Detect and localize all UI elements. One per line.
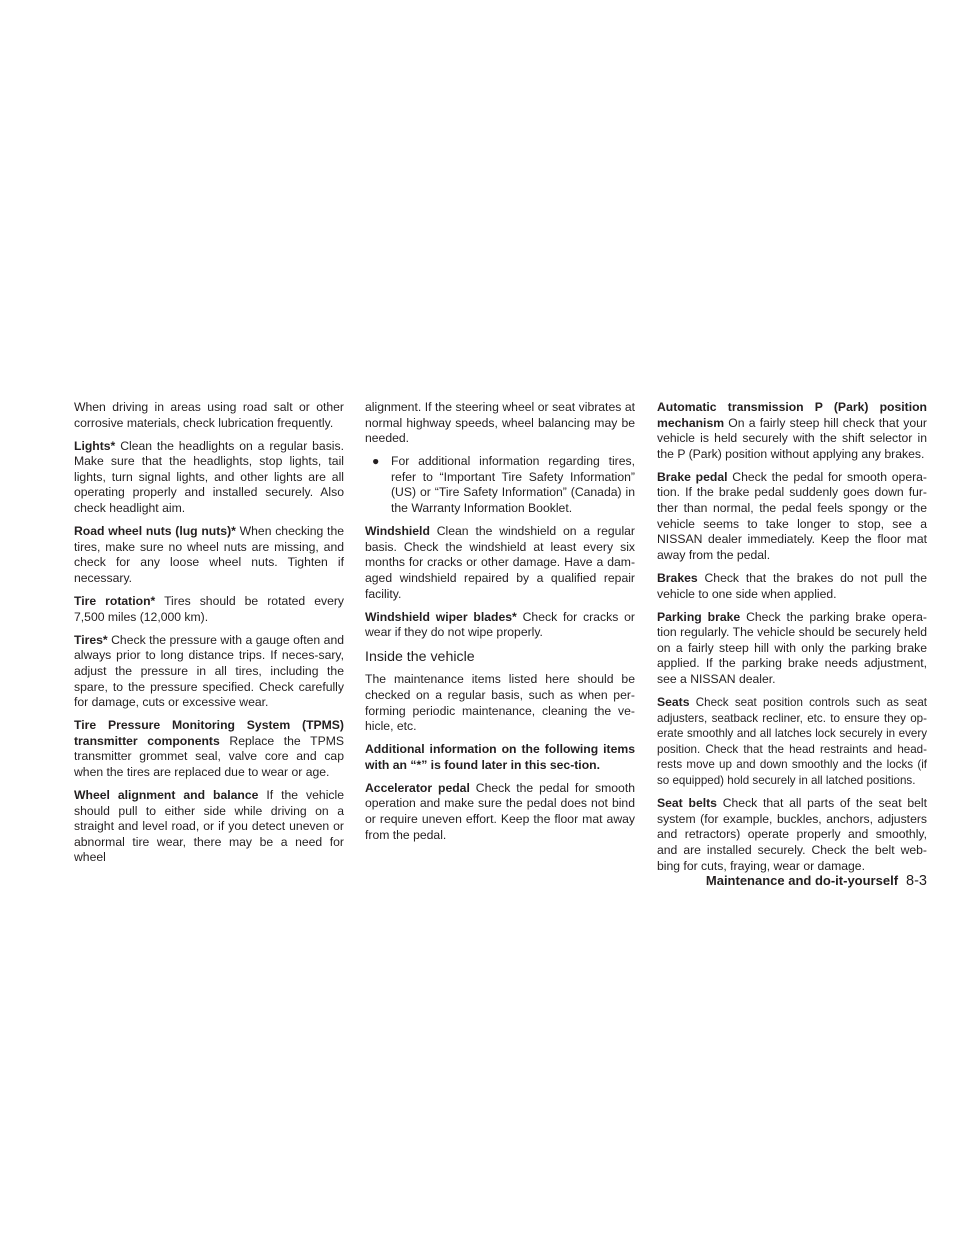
item-title-seat-belts: Seat belts [657, 796, 717, 811]
item-text-tpms: Replace the TPMS transmitter grommet seal, valve core and cap when the tires are replaced due to wear or age. [74, 733, 344, 779]
item-text-accelerator-pedal: Check the pedal for smooth operation and make sure the pedal does not bind or require uneven effort. Keep the floor mat away from the pedal. [365, 780, 635, 842]
paragraph-windshield [365, 524, 635, 602]
bullet-item-tire-info [365, 454, 635, 516]
paragraph-lights [74, 439, 344, 517]
page-number: 8-3 [906, 873, 927, 889]
note-bold-text: Additional information on the following items with an “*” is found later in this sec-tion. [365, 742, 635, 772]
item-title-tpms: Tire Pressure Monitoring System (TPMS) transmitter components [74, 718, 344, 748]
item-title-brakes: Brakes [657, 570, 698, 585]
paragraph-wheel-alignment [74, 788, 344, 866]
item-text-seats: Check seat position controls such as seat adjusters, seatback recliner, etc. to ensure they op-erate smoothly and all latches lock securely in every position. Check that the head restraints and head-rests move up and down smoothly and the locks (if so equipped) hold securely in all latched positions. [657, 696, 927, 788]
paragraph-wheel-balancing [365, 400, 635, 447]
item-text-windshield: Clean the windshield on a regular basis. Check the windshield at least every six months for cracks or other damage. Have a dam-aged windshield repaired by a qualified repair facility. [365, 524, 635, 601]
item-text-park-mechanism: On a fairly steep hill check that your vehicle is held securely with the shift selector in the P (Park) position without applying any brakes. [657, 415, 927, 461]
paragraph-text: The maintenance items listed here should be checked on a regular basis, such as when per-forming periodic maintenance, cleaning the ve-hicle, etc. [365, 672, 635, 734]
item-title-wiper-blades: Windshield wiper blades* [365, 609, 517, 624]
item-text-tires: Check the pressure with a gauge often and always prior to long distance trips. If neces-sary, adjust the pressure in all tires, including the spare, to the pressure specified. Check carefully for damage, cuts or excessive wear. [74, 632, 344, 710]
paragraph-tpms [74, 718, 344, 780]
item-text-road-wheel-nuts: When checking the tires, make sure no wheel nuts are missing, and check for any loose wheel nuts. Tighten if necessary. [74, 524, 344, 585]
item-text-tire-rotation: Tires should be rotated every 7,500 miles (12,000 km). [74, 594, 344, 624]
item-title-brake-pedal: Brake pedal [657, 469, 728, 484]
item-text-parking-brake: Check the parking brake opera-tion regularly. The vehicle should be securely held on a fairly steep hill with only the parking brake applied. If the parking brake needs adjustment, see a NISSAN dealer. [657, 609, 927, 686]
item-text-brakes: Check that the brakes do not pull the vehicle to one side when applied. [657, 570, 927, 601]
section-heading-inside-vehicle: Inside the vehicle [365, 649, 475, 666]
item-title-windshield: Windshield [365, 524, 430, 539]
paragraph-tires [74, 633, 344, 711]
column-middle [365, 400, 635, 851]
item-text-brake-pedal: Check the pedal for smooth opera-tion. If the brake pedal suddenly goes down fur-ther than normal, the pedal feels spongy or the vehicle seems to take longer to stop, see a NISSAN dealer immediately. Keep the floor mat away from the pedal. [657, 469, 927, 562]
item-title-accelerator-pedal: Accelerator pedal [365, 780, 470, 795]
bullet-icon: ● [372, 454, 380, 469]
bullet-text: For additional information regarding tires, refer to “Important Tire Safety Information” (US) or “Tire Safety Information” (Canada) in the Warranty Information Booklet. [391, 454, 635, 516]
item-title-seats: Seats [657, 695, 690, 710]
paragraph-parking-brake [657, 610, 927, 688]
paragraph-text: alignment. If the steering wheel or seat vibrates at normal highway speeds, wheel balancing may be needed. [365, 400, 635, 446]
paragraph-tire-rotation [74, 594, 344, 625]
item-text-wiper-blades: Check for cracks or wear if they do not wipe properly. [365, 609, 635, 640]
paragraph-brakes [657, 571, 927, 602]
item-title-tire-rotation: Tire rotation* [74, 594, 156, 609]
item-title-tires: Tires* [74, 632, 108, 647]
item-title-lights: Lights* [74, 438, 116, 453]
item-title-parking-brake: Parking brake [657, 609, 741, 624]
item-text-lights: Clean the headlights on a regular basis. Make sure that the headlights, stop lights, tail lights, turn signal lights, and other lights are all operating properly and installed securely. Also check headlight aim. [74, 438, 344, 516]
paragraph-seats [657, 695, 927, 789]
item-text-seat-belts: Check that all parts of the seat belt system (for example, buckles, anchors, adjusters and retractors) operate properly and smoothly, and are installed securely. Check the belt web-bing for cuts, fraying, wear or damage. [657, 796, 927, 873]
paragraph-road-wheel-nuts [74, 524, 344, 586]
paragraph-salt-lubrication [74, 400, 344, 431]
footer-section-title: Maintenance and do-it-yourself [705, 873, 899, 888]
paragraph-text: When driving in areas using road salt or other corrosive materials, check lubrication frequently. [74, 400, 344, 430]
column-right [657, 400, 927, 882]
paragraph-asterisk-note [365, 742, 635, 773]
page-footer [657, 872, 927, 890]
paragraph-brake-pedal [657, 470, 927, 564]
item-text-wheel-alignment: If the vehicle should pull to either side while driving on a straight and level road, or if you detect uneven or abnormal tire wear, there may be a need for wheel [74, 788, 344, 865]
item-title-road-wheel-nuts: Road wheel nuts (lug nuts)* [74, 524, 236, 539]
column-left [74, 400, 344, 874]
paragraph-maintenance-intro [365, 672, 635, 734]
paragraph-seat-belts [657, 796, 927, 874]
paragraph-accelerator-pedal [365, 781, 635, 843]
item-title-wheel-alignment: Wheel alignment and balance [74, 788, 259, 803]
paragraph-park-mechanism [657, 400, 927, 462]
item-title-park-mechanism: Automatic transmission P (Park) position mechanism [657, 400, 927, 430]
paragraph-wiper-blades [365, 610, 635, 641]
